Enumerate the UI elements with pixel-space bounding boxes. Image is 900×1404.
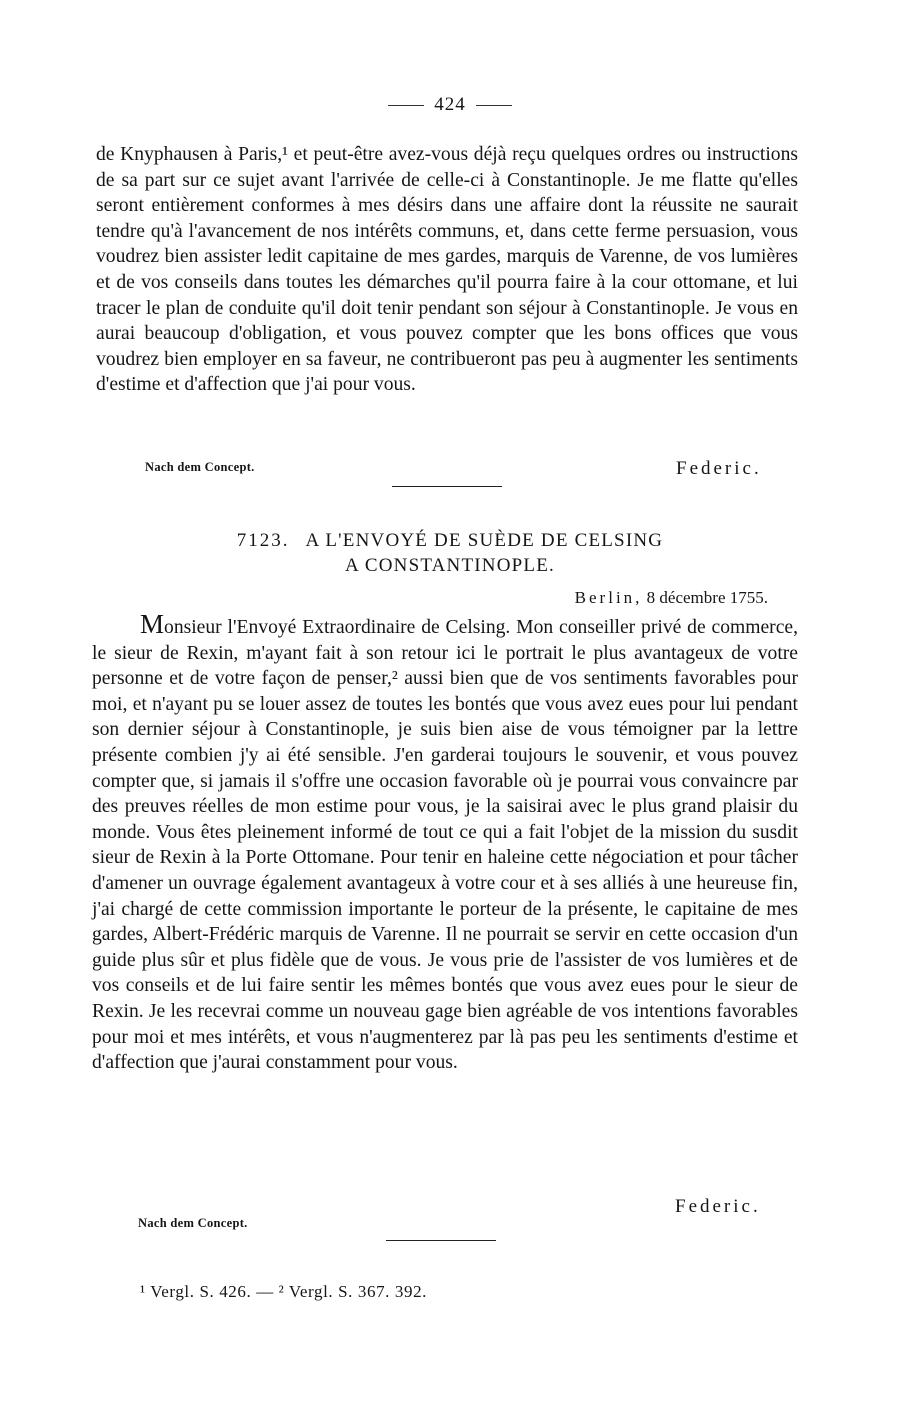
header-dash-left (388, 105, 424, 106)
letter-1-signature: Federic. (676, 458, 762, 479)
letter-2-paragraph (92, 609, 798, 1076)
page-header (0, 94, 900, 116)
separator-rule-2 (386, 1240, 496, 1241)
footnotes: ¹ Vergl. S. 426. — ² Vergl. S. 367. 392. (140, 1282, 428, 1301)
header-dash-right (476, 105, 512, 106)
dateline-place: Berlin, (574, 588, 643, 607)
letter-1-text: de Knyphausen à Paris,¹ et peut-être avez-vous déjà reçu quelques ordres ou instructions de sa part sur ce sujet avant l'arrivée de celle-ci à Constantinople. Je me flatte qu'elles seront entièrement conformes à mes désirs dans une affaire dont la réussite ne saurait tendre qu'à l'avancement de nos intérêts communs, et, dans cette ferme persuasion, vous voudrez bien assister ledit capitaine de mes gardes, marquis de Varenne, de vos lumières et de vos conseils dans toutes les démarches qu'il pourra faire à la cour ottomane, et lui tracer le plan de conduite qu'il doit tenir pendant son séjour à Constantinople. Je vous en aurai beaucoup d'obligation, et vous pouvez compter que les bons offices que vous voudrez bien employer en sa faveur, ne contribueront pas peu à augmenter les sentiments d'estime et d'affection que j'ai pour vous. (96, 144, 798, 396)
letter-2-body (92, 609, 798, 1076)
letter-1-body (96, 142, 798, 398)
letter-2-signature: Federic. (675, 1196, 761, 1217)
dateline (575, 588, 768, 608)
separator-rule-1 (392, 486, 502, 487)
letter-2-text: onsieur l'Envoyé Extraordinaire de Celsing. Mon conseiller privé de commerce, le sieur de Rexin, m'ayant fait à son retour ici le portrait le plus avantageux de votre personne et de votre façon de penser,² aussi bien que de vos sentiments favorables pour moi, et n'ayant pu se louer assez de toutes les bontés que vous avez eues pour lui pendant son dernier séjour à Constantinople, je suis bien aise de vous témoigner par la lettre présente combien j'y ai été sensible. J'en garderai toujours le souvenir, et vous pouvez compter que, si jamais il s'offre une occasion favorable où je pourrai vous convaincre par des preuves réelles de mon estime pour vous, je la saisirai avec le plus grand plaisir du monde. Vous êtes pleinement informé de tout ce qui a fait l'objet de la mission du susdit sieur de Rexin à la Porte Ottomane. Pour tenir en haleine cette négociation et pour tâcher d'amener un ouvrage également avantageux à votre cour et à ses alliés à une heureuse fin, j'ai chargé de cette commission importante le porteur de la présente, le capitaine de mes gardes, Albert-Frédéric marquis de Varenne. Il ne pourrait se servir en cette occasion d'un guide plus sûr et plus fidèle que de vous. Je vous prie de l'assister de vos lumières et de vos conseils et de lui faire sentir les mêmes bontés que vous avez eues pour le sieur de Rexin. Je les recevrai comme un nouveau gage bien agréable de vos intentions favorables pour moi et mes intérêts, et vous n'augmenterez par là pas peu les sentiments d'estime et d'affection que j'aurai constamment pour vous. (92, 617, 798, 1074)
letter-2-title-line-2: A CONSTANTINOPLE. (345, 555, 555, 576)
page-number: 424 (434, 94, 466, 115)
letter-2-heading (0, 528, 900, 578)
letter-1-source: Nach dem Concept. (145, 460, 255, 474)
letter-2-heading-line-1 (0, 528, 900, 553)
letter-2-title-line-1: A L'ENVOYÉ DE SUÈDE DE CELSING (305, 530, 664, 551)
letter-2-source: Nach dem Concept. (138, 1216, 248, 1230)
drop-cap: M (140, 609, 165, 639)
dateline-date: 8 décembre 1755. (646, 588, 768, 607)
letter-number: 7123. (236, 530, 290, 551)
